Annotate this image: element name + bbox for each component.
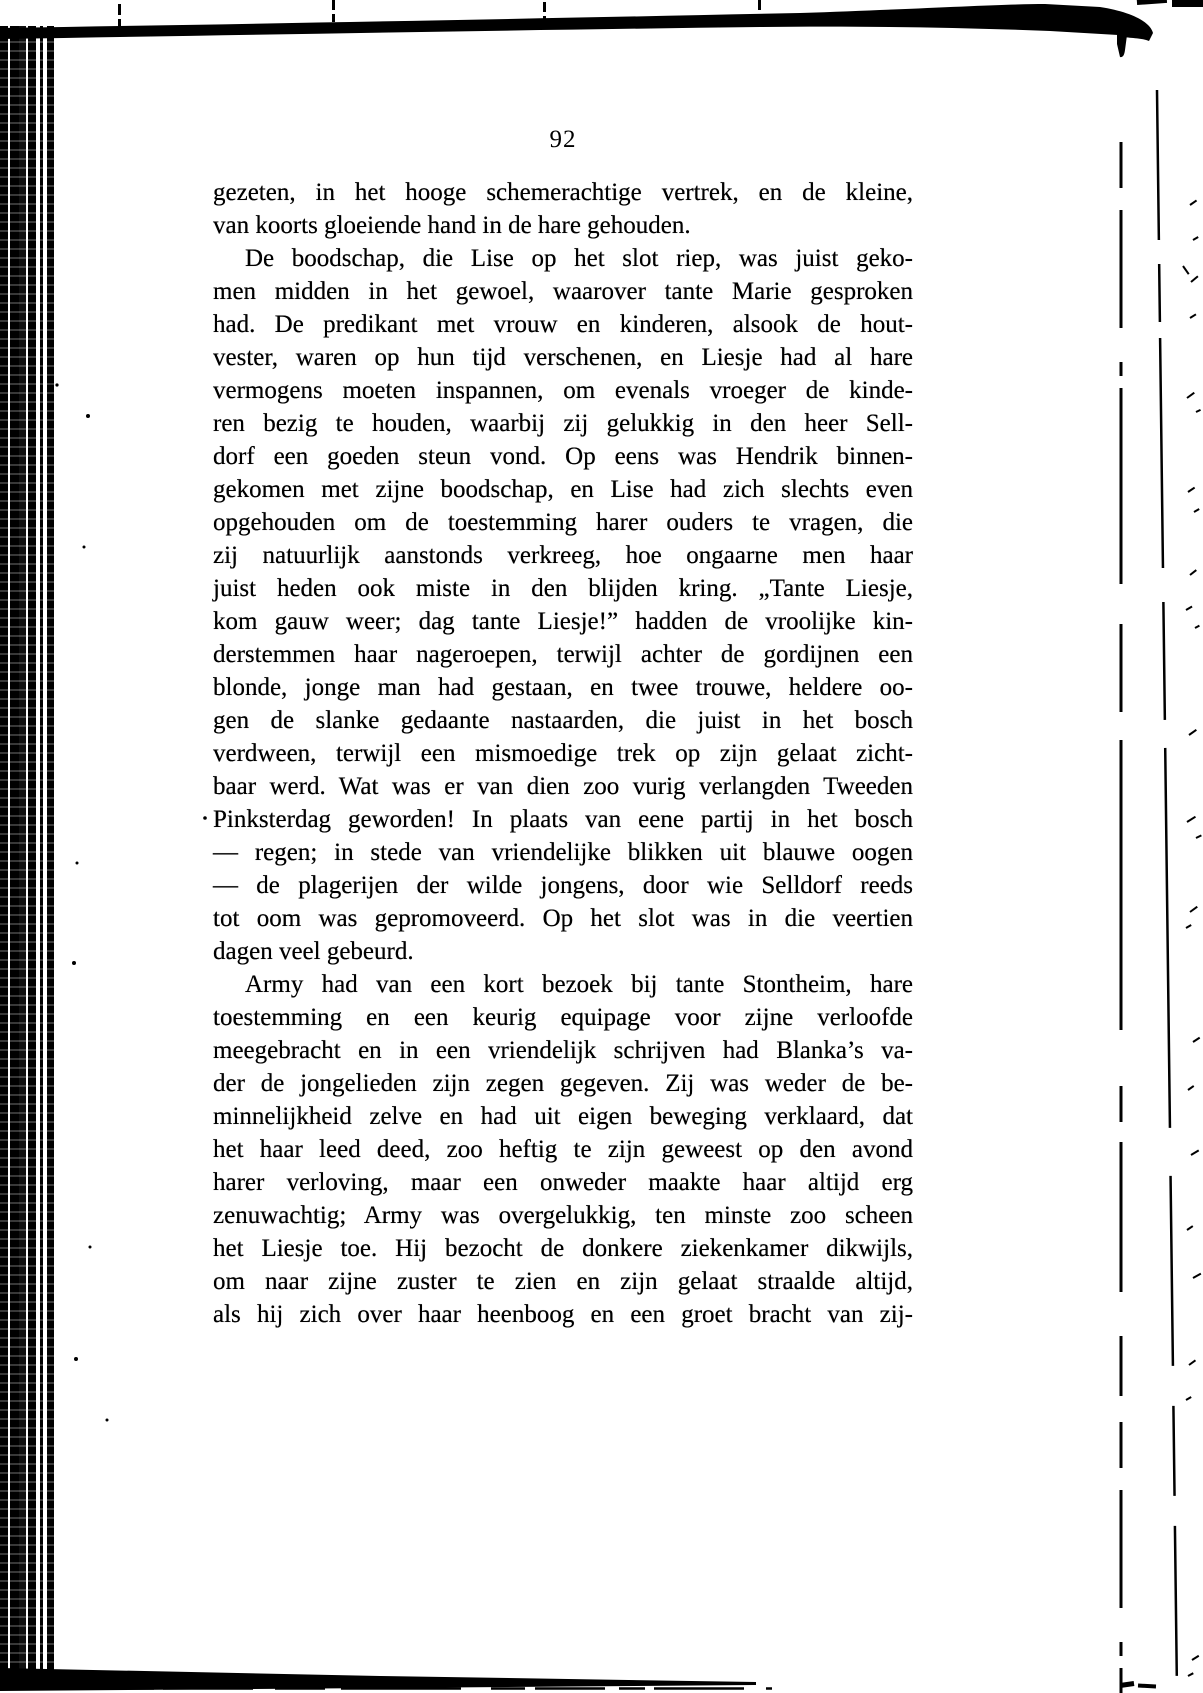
- text-line: De boodschap, die Lise op het slot riep, was juist geko-: [245, 245, 913, 272]
- text-line: vester, waren op hun tijd verschenen, en Liesje had al hare: [213, 344, 913, 371]
- text-line: het haar leed deed, zoo heftig te zijn geweest op den avond: [213, 1136, 913, 1163]
- scan-corner-mark: [1137, 0, 1203, 7]
- text-line: van koorts gloeiende hand in de hare gehouden.: [213, 212, 691, 239]
- text-line: verdween, terwijl een mismoedige trek op zijn gelaat zicht-: [213, 740, 913, 767]
- text-line: als hij zich over haar heenboog en een groet bracht van zij-: [213, 1301, 913, 1328]
- text-line: gen de slanke gedaante nastaarden, die juist in het bosch: [213, 707, 913, 734]
- paragraph: [213, 242, 913, 968]
- scan-bleedthrough-specks: [1183, 200, 1201, 1676]
- text-line: toestemming en een keurig equipage voor zijne verloofde: [213, 1004, 913, 1031]
- text-line: om naar zijne zuster te zien en zijn gelaat straalde altijd,: [213, 1268, 913, 1295]
- text-line: dorf een goeden steun vond. Op eens was Hendrik binnen-: [213, 443, 913, 470]
- text-line: gezeten, in het hooge schemerachtige vertrek, en de kleine,: [213, 179, 913, 206]
- text-line: derstemmen haar nageroepen, terwijl achter de gordijnen een: [213, 641, 913, 668]
- text-line: meegebracht en in een vriendelijk schrijven had Blanka’s va-: [213, 1037, 913, 1064]
- scan-top-strip: [0, 4, 1153, 57]
- text-line: had. De predikant met vrouw en kinderen, alsook de hout-: [213, 311, 913, 338]
- text-line: opgehouden om de toestemming harer ouders te vragen, die: [213, 509, 913, 536]
- scan-ink-dots: [55, 383, 206, 1421]
- text-line: gekomen met zijne boodschap, en Lise had zich slechts even: [213, 476, 913, 503]
- scan-top-ticks: [118, 0, 761, 28]
- text-line: zij natuurlijk aanstonds verkreeg, hoe ongaarne men haar: [213, 542, 913, 569]
- scan-bottom-wedge: [0, 1668, 1156, 1691]
- text-line: men midden in het gewoel, waarover tante Marie gesproken: [213, 278, 913, 305]
- scan-binding-band: [0, 26, 56, 1672]
- text-line: vermogens moeten inspannen, om evenals vroeger de kinde-: [213, 377, 913, 404]
- text-line: juist heden ook miste in den blijden kring. „Tante Liesje,: [213, 575, 913, 602]
- text-line: Pinksterdag geworden! In plaats van eene partij in het bosch: [213, 806, 913, 833]
- text-line: tot oom was gepromoveerd. Op het slot was in die veertien: [213, 905, 913, 932]
- text-line: zenuwachtig; Army was overgelukkig, ten minste zoo scheen: [213, 1202, 913, 1229]
- paragraph: [213, 968, 913, 1331]
- text-line: — regen; in stede van vriendelijke blikken uit blauwe oogen: [213, 839, 913, 866]
- text-line: dagen veel gebeurd.: [213, 938, 414, 965]
- text-line: minnelijkheid zelve en had uit eigen beweging verklaard, dat: [213, 1103, 913, 1130]
- page-number: 92: [549, 126, 577, 153]
- text-line: baar werd. Wat was er van dien zoo vurig verlangden Tweeden: [213, 773, 913, 800]
- text-line: kom gauw weer; dag tante Liesje!” hadden de vroolijke kin-: [213, 608, 913, 635]
- text-line: Army had van een kort bezoek bij tante Stontheim, hare: [245, 971, 913, 998]
- text-line: ren bezig te houden, waarbij zij gelukkig in den heer Sell-: [213, 410, 913, 437]
- page-text: [213, 176, 913, 1331]
- text-line: harer verloving, maar een onweder maakte haar altijd erg: [213, 1169, 913, 1196]
- text-line: het Liesje toe. Hij bezocht de donkere ziekenkamer dikwijls,: [213, 1235, 913, 1262]
- text-line: blonde, jonge man had gestaan, en twee trouwe, heldere oo-: [213, 674, 913, 701]
- paragraph: [213, 176, 913, 242]
- text-line: der de jongelieden zijn zegen gegeven. Zij was weder de be-: [213, 1070, 913, 1097]
- text-line: — de plagerijen der wilde jongens, door wie Selldorf reeds: [213, 872, 913, 899]
- scan-right-rules: [1121, 90, 1177, 1693]
